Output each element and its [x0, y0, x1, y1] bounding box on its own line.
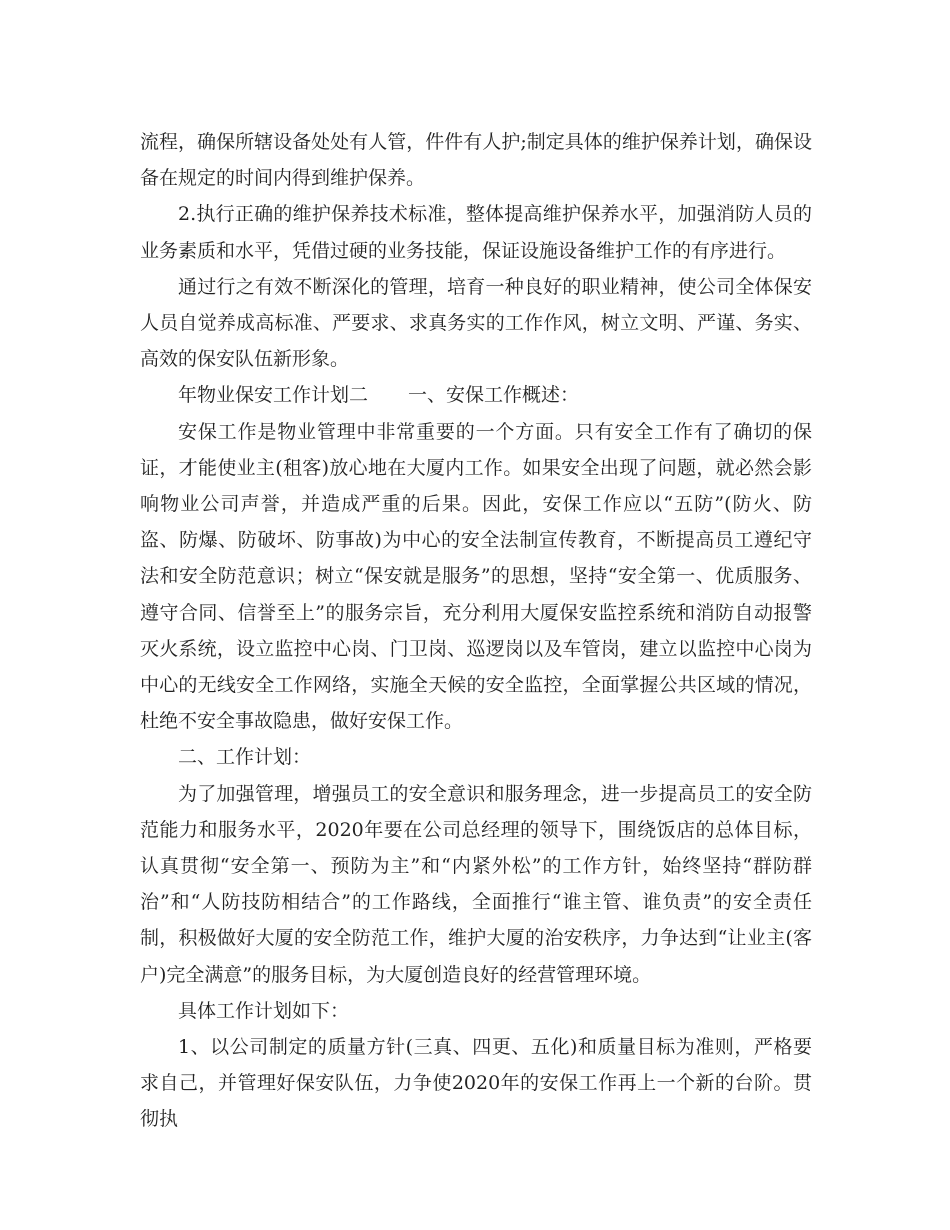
- paragraph-1: 流程，确保所辖设备处处有人管，件件有人护;制定具体的维护保养计划，确保设备在规定的时间内得到维护保养。: [140, 131, 812, 190]
- paragraph-6: 为了加强管理，增强员工的安全意识和服务理念，进一步提高员工的安全防范能力和服务水平，2020年要在公司总经理的领导下，围绕饭店的总体目标，认真贯彻“安全第一、预防为主”和“内紧外松”的工作方针，始终坚持“群防群治”和“人防技防相结合”的工作路线，全面推行“谁主管、谁负责”的安全责任制，积极做好大厦的安全防范工作，维护大厦的治安秩序，力争达到“让业主(客户)完全满意”的服务目标，为大厦创造良好的经营管理环境。: [140, 782, 812, 986]
- paragraph-8: 1、以公司制定的质量方针(三真、四更、五化)和质量目标为准则，严格要求自己，并管理好保安队伍，力争使2020年的安保工作再上一个新的台阶。贯彻执: [140, 1036, 812, 1131]
- section-heading-right: 一、安保工作概述：: [408, 384, 580, 407]
- paragraph-4: 安保工作是物业管理中非常重要的一个方面。只有安全工作有了确切的保证，才能使业主(租客)放心地在大厦内工作。如果安全出现了问题，就必然会影响物业公司声誉，并造成严重的后果。因此，安保工作应以“五防”(防火、防盗、防爆、防破坏、防事故)为中心的安全法制宣传教育，不断提高员工遵纪守法和安全防范意识；树立“保安就是服务”的思想，坚持“安全第一、优质服务、遵守合同、信誉至上”的服务宗旨，充分利用大厦保安监控系统和消防自动报警灭火系统，设立监控中心岗、门卫岗、巡逻岗以及车管岗，建立以监控中心岗为中心的无线安全工作网络，实施全天候的安全监控，全面掌握公共区域的情况，杜绝不安全事故隐患，做好安保工作。: [140, 420, 812, 733]
- paragraph-7: 具体工作计划如下：: [178, 999, 350, 1022]
- section-heading-left: 年物业保安工作计划二: [178, 384, 369, 407]
- section-heading: [140, 377, 812, 413]
- paragraph-3: 通过行之有效不断深化的管理，培育一种良好的职业精神，使公司全体保安人员自觉养成高标准、严要求、求真务实的工作作风，树立文明、严谨、务实、高效的保安队伍新形象。: [140, 275, 812, 371]
- document-body: [140, 124, 812, 1138]
- paragraph-2: 2.执行正确的维护保养技术标准，整体提高维护保养水平，加强消防人员的业务素质和水平，凭借过硬的业务技能，保证设施设备维护工作的有序进行。: [140, 203, 812, 262]
- paragraph-5: 二、工作计划：: [178, 746, 312, 769]
